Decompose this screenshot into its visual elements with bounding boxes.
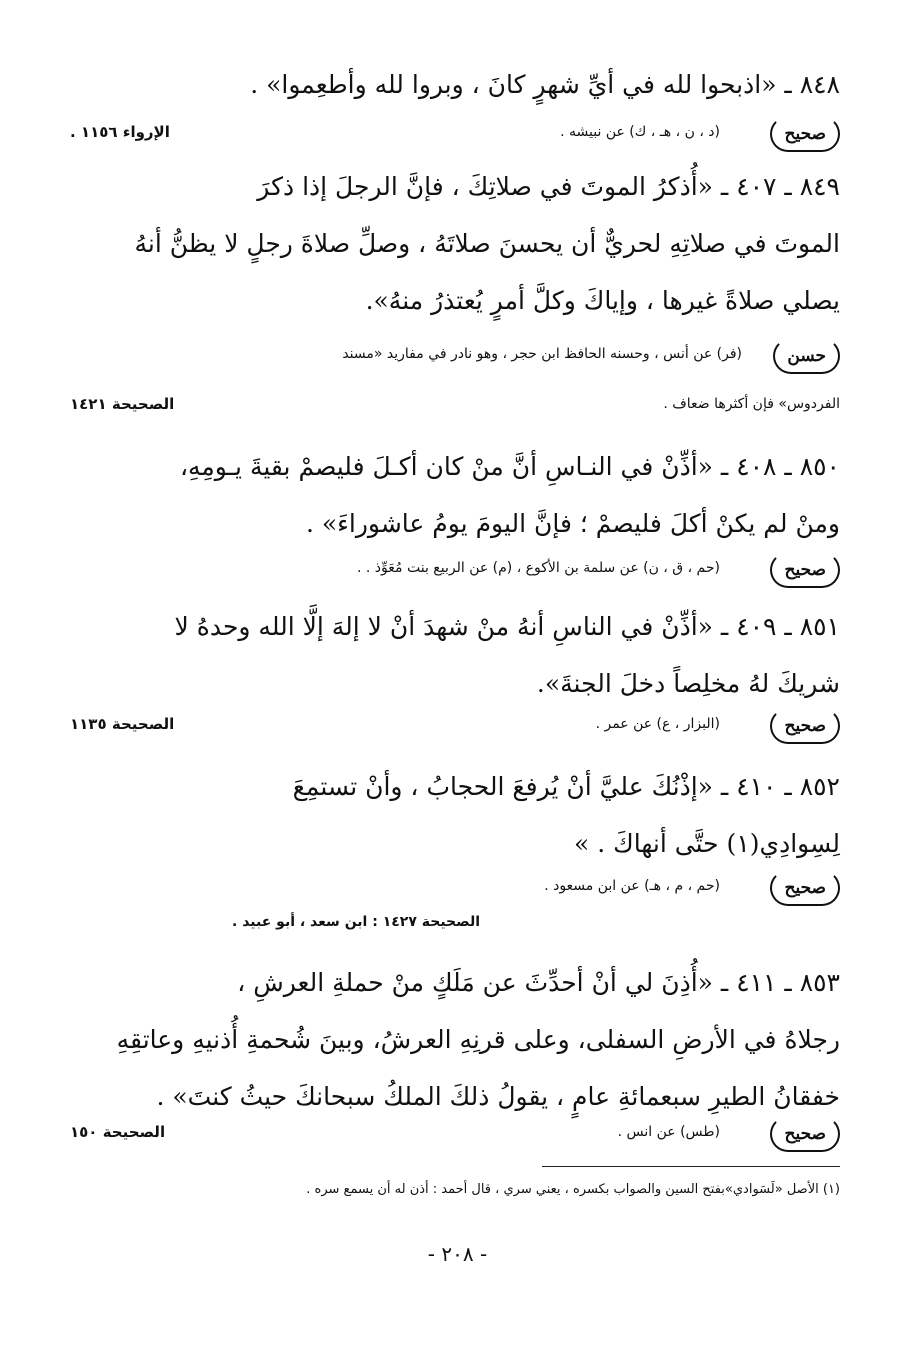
- authentication-ref: الصحيحة ١٤٢١: [70, 395, 175, 413]
- hadith-line: ٨٥١ ـ ٤٠٩ ـ «أذِّنْ في الناسِ أنهُ منْ شهدَ أنْ لا إلهَ إلَّا الله وحدهُ لا: [174, 612, 840, 641]
- hadith-849-reference-cont: [70, 384, 840, 424]
- hadith-849-text: [70, 158, 840, 329]
- hadith-line: شريكَ لهُ مخلِصاً دخلَ الجنةَ».: [536, 669, 840, 698]
- authentication-ref: الصحيحة ١٤٢٧ : ابن سعد ، أبو عبيد .: [232, 914, 480, 930]
- footnote-divider: [542, 1166, 840, 1167]
- hadith-line: ٨٥٣ ـ ٤١١ ـ «أُذِنَ لي أنْ أحدِّثَ عن مَلَكٍ منْ حملةِ العرشِ ،: [237, 968, 840, 997]
- source-text: (حم ، م ، هـ) عن ابن مسعود .: [544, 878, 720, 894]
- source-text-continued: الفردوس» فإن أكثرها ضعاف .: [663, 396, 840, 412]
- authentication-ref: الصحيحة ١١٣٥: [70, 715, 175, 733]
- source-text: (فر) عن أنس ، وحسنه الحافظ ابن حجر ، وهو نادر في مفاريد «مسند: [342, 346, 742, 362]
- hadith-line: لِسِوادِي(١) حتَّى أنهاكَ . »: [574, 829, 840, 858]
- authentication-ref: الصحيحة ١٥٠: [70, 1123, 166, 1141]
- source-text: (حم ، ق ، ن) عن سلمة بن الأكوع ، (م) عن الربيع بنت مُعَوِّذ . .: [357, 560, 720, 576]
- hadith-850-text: [70, 438, 840, 552]
- hadith-851-reference: [70, 704, 840, 744]
- hadith-852-reference: [70, 866, 840, 906]
- grade-badge: صحيح: [770, 116, 840, 152]
- hadith-line: خفقانُ الطيرِ سبعمائةِ عامٍ ، يقولُ ذلكَ الملكُ سبحانكَ حيثُ كنتَ» .: [156, 1082, 840, 1111]
- grade-badge: صحيح: [770, 552, 840, 588]
- hadith-849-reference: [70, 334, 840, 374]
- hadith-851-text: [70, 598, 840, 712]
- hadith-line: يصلي صلاةً غيرها ، وإياكَ وكلَّ أمرٍ يُعتذرُ منهُ».: [365, 286, 840, 315]
- hadith-line: الموتَ في صلاتِهِ لحريٌّ أن يحسنَ صلاتَهُ ، وصلِّ صلاةَ رجلٍ لا يظنُّ أنهُ: [134, 229, 840, 258]
- hadith-850-reference: [70, 548, 840, 588]
- page-number: - ٢٠٨ -: [427, 1242, 488, 1266]
- grade-badge: صحيح: [770, 708, 840, 744]
- hadith-line: ومنْ لم يكنْ أكلَ فليصمْ ؛ فإنَّ اليومَ يومُ عاشوراءَ» .: [305, 509, 840, 538]
- grade-badge: صحيح: [770, 1116, 840, 1152]
- hadith-852-text: [70, 758, 840, 872]
- footnote: (١) الأصل «لَسَوادي»بفتح السين والصواب بكسره ، يعني سري ، قال أحمد : أذن له أن يسمع سره .: [306, 1182, 840, 1197]
- grade-badge: صحيح: [770, 870, 840, 906]
- hadith-line: ٨٤٩ ـ ٤٠٧ ـ «أُذكرُ الموتَ في صلاتِكَ ، فإنَّ الرجلَ إذا ذكرَ: [257, 172, 840, 201]
- source-text: (د ، ن ، هـ ، ك) عن نبيشه .: [560, 124, 720, 140]
- source-text: (البزار ، ع) عن عمر .: [595, 716, 720, 732]
- hadith-848-reference: [70, 112, 840, 152]
- hadith-853-text: [70, 954, 840, 1125]
- hadith-line: ٨٥٢ ـ ٤١٠ ـ «إذْنُكَ عليَّ أنْ يُرفعَ الحجابُ ، وأنْ تستمِعَ: [292, 772, 840, 801]
- authentication-ref: الإرواء ١١٥٦ .: [70, 123, 170, 141]
- hadith-line: ٨٤٨ ـ «اذبحوا لله في أيِّ شهرٍ كانَ ، وبروا لله وأطعِموا» .: [250, 70, 840, 99]
- hadith-853-reference: [70, 1112, 840, 1152]
- hadith-line: رجلاهُ في الأرضِ السفلى، وعلى قرنِهِ العرشُ، وبينَ شُحمةِ أُذنيهِ وعاتقِهِ: [116, 1025, 840, 1054]
- grade-badge: حسن: [773, 338, 840, 374]
- source-text: (طس) عن انس .: [617, 1124, 720, 1140]
- hadith-852-reference-cont: [70, 902, 840, 942]
- hadith-line: ٨٥٠ ـ ٤٠٨ ـ «أذِّنْ في النـاسِ أنَّ منْ كان أكـلَ فليصمْ بقيةَ يـومِهِ،: [179, 452, 840, 481]
- hadith-848-text: [70, 56, 840, 113]
